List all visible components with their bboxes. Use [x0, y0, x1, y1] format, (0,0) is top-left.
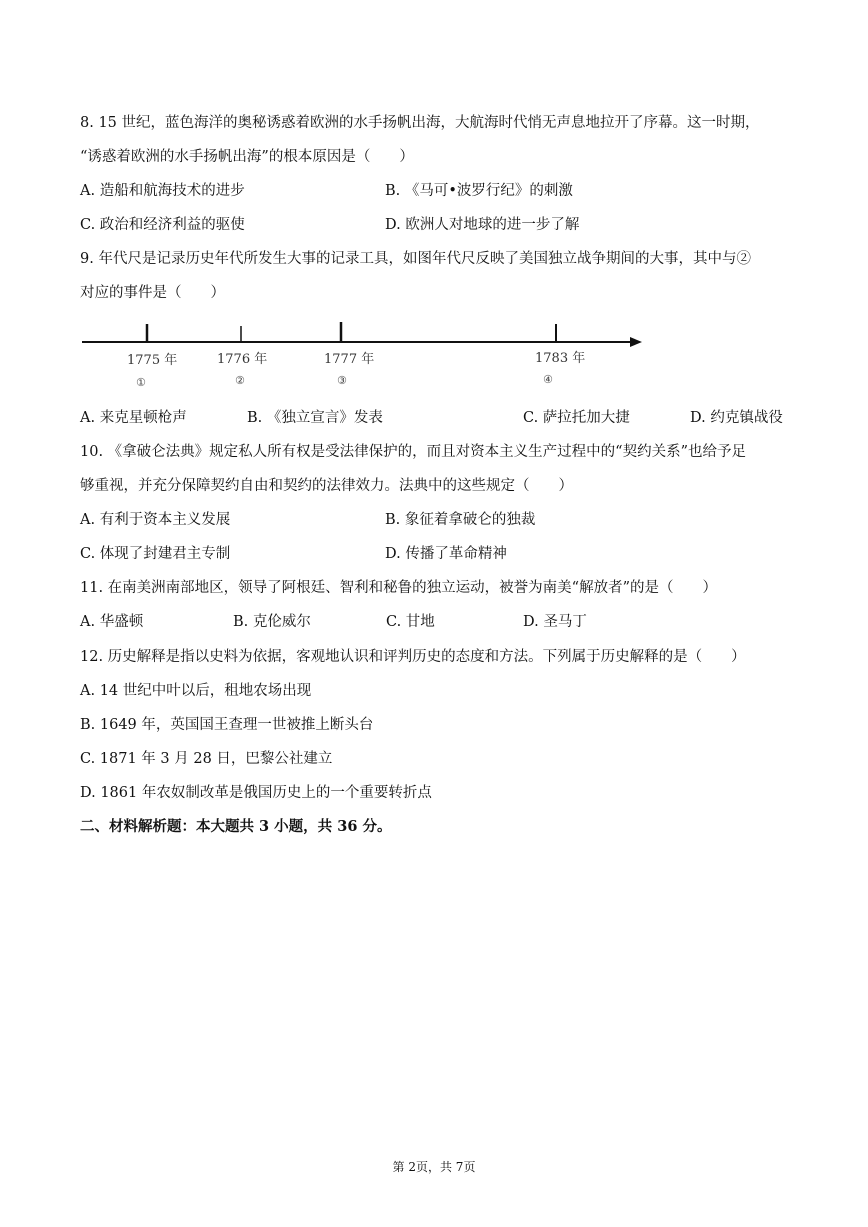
timeline-year-4: 1783 年: [535, 351, 586, 366]
q8-stem-line1: 8. 15 世纪，蓝色海洋的奥秘诱惑着欧洲的水手扬帆出海，大航海时代悄无声息地拉开了序幕。这一时期，: [80, 115, 760, 131]
q9-option-a: A. 来克星顿枪声: [80, 410, 187, 426]
q11-option-c: C. 甘地: [386, 614, 435, 630]
q12-option-c: C. 1871 年 3 月 28 日，巴黎公社建立: [80, 751, 333, 767]
q10-stem-line2: 够重视，并充分保障契约自由和契约的法律效力。法典中的这些规定（ ）: [80, 478, 573, 494]
page-footer: 第 2页，共 7页: [392, 1160, 476, 1174]
q11-option-a: A. 华盛顿: [80, 614, 144, 630]
timeline-figure: [78, 316, 648, 396]
q10-option-b: B. 象征着拿破仑的独裁: [385, 512, 536, 528]
timeline-marker-4: ④: [543, 373, 553, 386]
q12-option-b: B. 1649 年，英国国王查理一世被推上断头台: [80, 717, 374, 733]
q8-stem-line2: “诱惑着欧洲的水手扬帆出海”的根本原因是（ ）: [80, 149, 414, 165]
q9-stem-line1: 9. 年代尺是记录历史年代所发生大事的记录工具，如图年代尺反映了美国独立战争期间的大事，其中与②: [80, 251, 751, 267]
timeline-year-3: 1777 年: [324, 352, 375, 367]
section-heading: 二、材料解析题：本大题共 3 小题，共 36 分。: [80, 818, 392, 835]
timeline-arrow: [630, 337, 642, 347]
q9-option-d: D. 约克镇战役: [690, 410, 783, 426]
q8-option-b: B. 《马可•波罗行纪》的刺激: [385, 183, 573, 199]
timeline-marker-1: ①: [136, 376, 146, 389]
timeline-year-1: 1775 年: [127, 353, 178, 368]
q8-option-d: D. 欧洲人对地球的进一步了解: [385, 217, 580, 233]
q10-stem-line1: 10. 《拿破仑法典》规定私人所有权是受法律保护的，而且对资本主义生产过程中的“契约关系”也给予足: [80, 444, 746, 460]
q8-option-a: A. 造船和航海技术的进步: [80, 183, 245, 199]
q10-option-d: D. 传播了革命精神: [385, 546, 507, 562]
q9-option-b: B. 《独立宣言》发表: [247, 410, 383, 426]
q10-option-c: C. 体现了封建君主专制: [80, 546, 231, 562]
q11-stem: 11. 在南美洲南部地区，领导了阿根廷、智利和秘鲁的独立运动，被誉为南美“解放者”的是（ ）: [80, 580, 717, 596]
timeline-marker-3: ③: [337, 374, 347, 387]
q10-option-a: A. 有利于资本主义发展: [80, 512, 231, 528]
q11-option-b: B. 克伦威尔: [233, 614, 311, 630]
q11-option-d: D. 圣马丁: [523, 614, 587, 630]
q8-option-c: C. 政治和经济利益的驱使: [80, 217, 245, 233]
q12-stem: 12. 历史解释是指以史料为依据，客观地认识和评判历史的态度和方法。下列属于历史解释的是（ ）: [80, 649, 746, 665]
q9-option-c: C. 萨拉托加大捷: [523, 410, 630, 426]
q9-stem-line2: 对应的事件是（ ）: [80, 285, 225, 301]
q12-option-a: A. 14 世纪中叶以后，租地农场出现: [80, 683, 312, 699]
timeline-marker-2: ②: [235, 374, 245, 387]
timeline-year-2: 1776 年: [217, 352, 268, 367]
q12-option-d: D. 1861 年农奴制改革是俄国历史上的一个重要转折点: [80, 785, 432, 801]
